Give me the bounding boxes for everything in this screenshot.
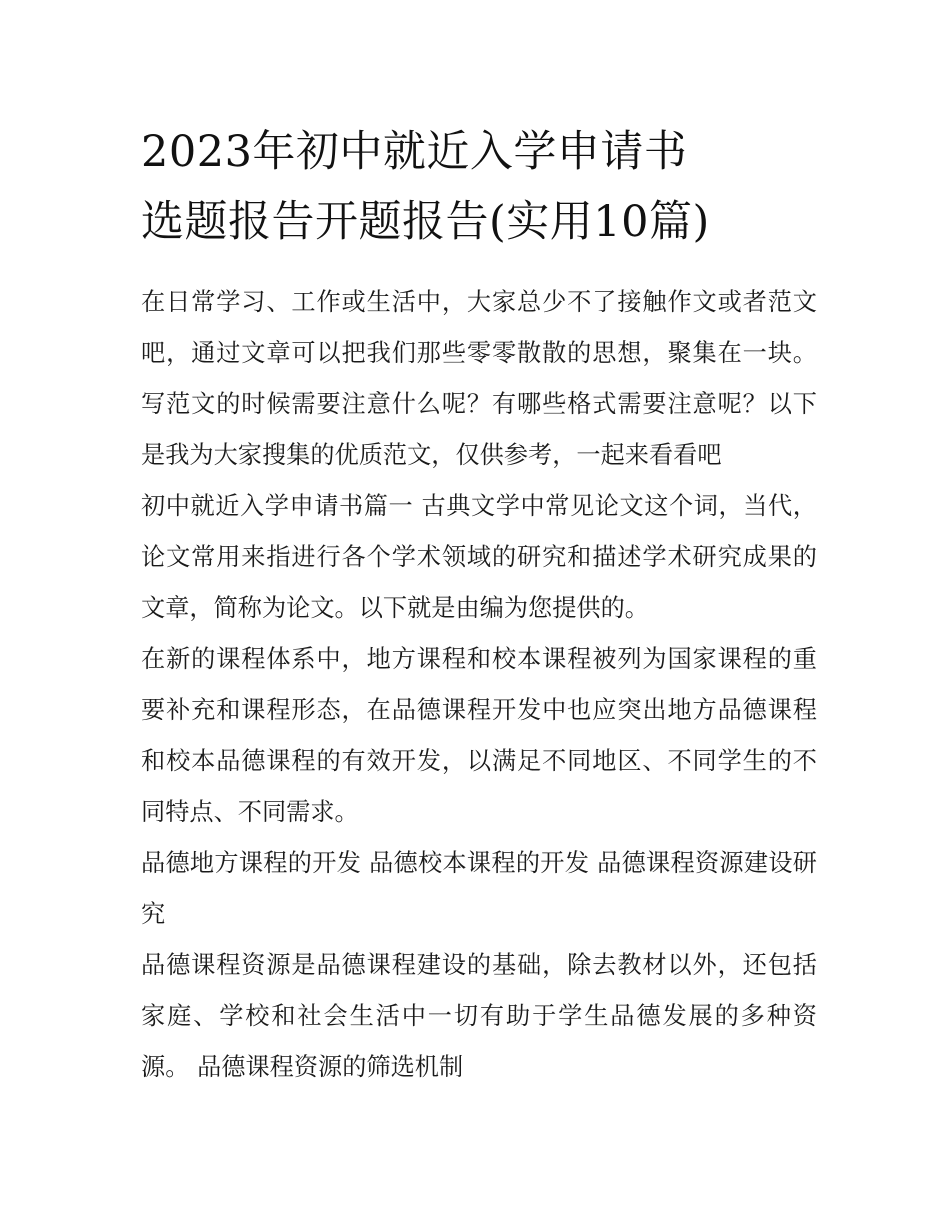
document-body (141, 277, 817, 1093)
title-line-2: 选题报告开题报告(实用10篇) (141, 197, 710, 247)
paragraph-section-one: 初中就近入学申请书篇一 古典文学中常见论文这个词，当代，论文常用来指进行各个学术领域的研究和描述学术研究成果的文章，简称为论文。以下就是由编为您提供的。 (141, 492, 817, 622)
title-line-1: 2023年初中就近入学申请书 (141, 127, 688, 177)
paragraph-intro: 在日常学习、工作或生活中，大家总少不了接触作文或者范文吧，通过文章可以把我们那些零零散散的思想，聚集在一块。写范文的时候需要注意什么呢？有哪些格式需要注意呢？以下是我为大家搜集的优质范文，仅供参考，一起来看看吧 (141, 288, 817, 469)
paragraph-topics: 品德地方课程的开发 品德校本课程的开发 品德课程资源建设研究 (141, 849, 817, 928)
document-title (141, 117, 821, 257)
paragraph-resources: 品德课程资源是品德课程建设的基础，除去教材以外，还包括家庭、学校和社会生活中一切有助于学生品德发展的多种资源。 品德课程资源的筛选机制 (141, 951, 817, 1081)
paragraph-curriculum-system: 在新的课程体系中，地方课程和校本课程被列为国家课程的重要补充和课程形态，在品德课程开发中也应突出地方品德课程和校本品德课程的有效开发，以满足不同地区、不同学生的不同特点、不同需求。 (141, 645, 817, 826)
